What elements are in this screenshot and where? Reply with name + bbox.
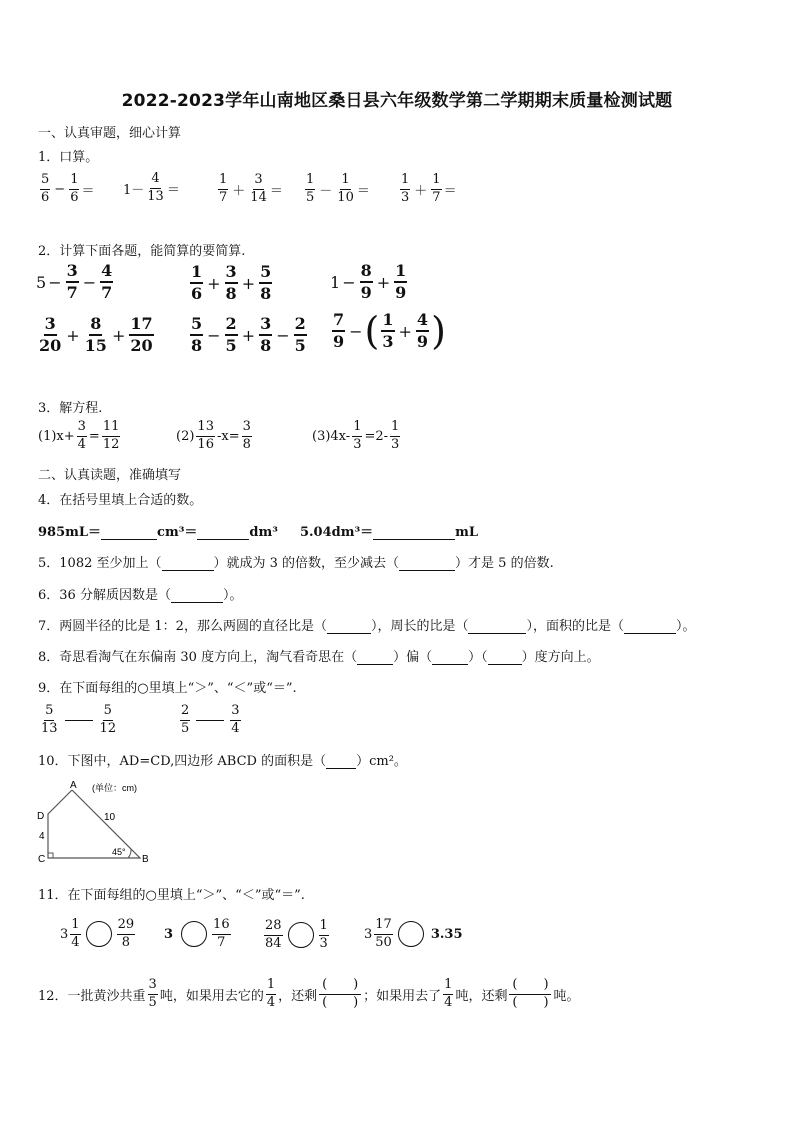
side-ab-label: 10: [104, 812, 116, 823]
q9-compare-blank-1[interactable]: [65, 720, 93, 721]
q11-pair-3: $\frac{28}{84}$ $\frac{1}{3}$: [265, 918, 328, 951]
q11-pair-1: 3 $\frac{1}{4}$ $\frac{29}{8}$: [60, 917, 135, 950]
unit-label: (单位：cm): [92, 783, 137, 793]
q7-line: 7．两圆半径的比是 1：2，那么两圆的直径比是（ ），周长的比是（ ），面积的比是（ ）。: [38, 619, 696, 634]
compare-circle-3[interactable]: [288, 922, 314, 948]
q8-blank-3[interactable]: [488, 664, 522, 665]
compare-circle-4[interactable]: [398, 921, 424, 947]
q5-blank-2[interactable]: [399, 570, 455, 571]
q2-label: 2．计算下面各题，能简算的要简算.: [38, 244, 246, 259]
q9-compare-blank-2[interactable]: [196, 720, 224, 721]
vertex-d-label: D: [37, 811, 45, 822]
q3-label: 3．解方程.: [38, 401, 103, 416]
q4-label: 4．在括号里填上合适的数。: [38, 493, 203, 508]
q8-blank-2[interactable]: [432, 664, 468, 665]
q7-blank-2[interactable]: [468, 633, 526, 634]
section-1-heading: 一、认真审题，细心计算: [38, 126, 182, 141]
angle-label: 45°: [112, 847, 126, 857]
q2-expr-1: 5 − $\frac{3}{7}$ − $\frac{4}{7}$: [36, 261, 113, 303]
q4-blank-2[interactable]: [197, 539, 249, 540]
q5-blank-1[interactable]: [162, 570, 214, 571]
q4-line: 985mL＝ cm³＝ dm³ 5.04dm³＝ mL: [38, 525, 479, 540]
q12-blank-fraction-2[interactable]: $\frac{( )}{( )}$: [509, 978, 551, 1011]
q3-equation-1: (1)x+ $\frac{3}{4}$ = $\frac{11}{12}$: [38, 419, 120, 452]
q4-blank-1[interactable]: [101, 539, 157, 540]
q1-item-4: $\frac{1}{5}$ － $\frac{1}{10}$ ＝: [306, 172, 370, 205]
q8-line: 8．奇思看淘气在东偏南 30 度方向上，淘气看奇思在（ ）偏（ ）（ ）度方向上。: [38, 650, 600, 665]
q6-line: 6．36 分解质因数是（ ）。: [38, 588, 243, 603]
q6-blank[interactable]: [171, 602, 223, 603]
side-ad-label: 4: [39, 831, 45, 842]
angle-arc: [128, 849, 131, 858]
q8-blank-1[interactable]: [357, 664, 393, 665]
q2-expr-6: $\frac{7}{9}$ − ( $\frac{1}{3}$ + $\frac{4}{9}$ ): [333, 309, 446, 354]
q9-pair-1: $\frac{5}{13}$ $\frac{5}{12}$: [41, 703, 117, 736]
q1-label: 1．口算。: [38, 150, 99, 165]
section-2-heading: 二、认真读题，准确填写: [38, 468, 182, 483]
q1-item-1: $\frac{5}{6}$ − $\frac{1}{6}$ ＝: [41, 172, 95, 205]
q11-label: 11．在下面每组的○里填上“＞”、“＜”或“＝”.: [38, 888, 305, 903]
q4-blank-3[interactable]: [373, 539, 455, 540]
q1-item-5: $\frac{1}{3}$ ＋ $\frac{1}{7}$ ＝: [401, 172, 457, 205]
q11-pair-2: 3 $\frac{16}{7}$: [164, 917, 230, 950]
compare-circle-2[interactable]: [181, 921, 207, 947]
q9-label: 9．在下面每组的○里填上“＞”、“＜”或“＝”.: [38, 681, 297, 696]
q2-expr-4: $\frac{3}{20}$ + $\frac{8}{15}$ + $\frac{17}{20}$: [39, 314, 153, 356]
q1-item-3: $\frac{1}{7}$ ＋ $\frac{3}{14}$ ＝: [219, 172, 283, 205]
q2-expr-2: $\frac{1}{6}$ + $\frac{3}{8}$ + $\frac{5}{8}$: [191, 262, 272, 304]
q7-blank-3[interactable]: [624, 633, 676, 634]
q11-pair-4: 3 $\frac{17}{50}$ 3.35: [364, 917, 463, 950]
q10-blank[interactable]: [326, 768, 356, 769]
q12-blank-fraction-1[interactable]: $\frac{( )}{( )}$: [319, 978, 361, 1011]
q3-equation-2: (2) $\frac{13}{16}$ -x= $\frac{3}{8}$: [176, 419, 251, 452]
q12-line: 12．一批黄沙共重 $\frac{3}{5}$ 吨，如果用去它的 $\frac{1}{4}$ ，还剩 $\frac{( )}{( )}$ ；如果用去了 $\frac{1}{4}$ 吨，还剩 $\frac{( )}{( )}$ 吨。: [38, 977, 580, 1010]
vertex-b-label: B: [142, 854, 149, 865]
q1-item-2: 1－ $\frac{4}{13}$ ＝: [123, 171, 180, 204]
page-title: 2022-2023学年山南地区桑日县六年级数学第二学期期末质量检测试题: [121, 91, 673, 111]
compare-circle-1[interactable]: [86, 921, 112, 947]
q9-pair-2: $\frac{2}{5}$ $\frac{3}{4}$: [181, 703, 240, 736]
q5-line: 5．1082 至少加上（ ）就成为 3 的倍数，至少减去（ ）才是 5 的倍数.: [38, 556, 554, 571]
vertex-a-label: A: [70, 780, 77, 791]
right-angle-mark: [48, 853, 53, 858]
trapezoid-outline: [48, 790, 140, 858]
q3-equation-3: (3)4x- $\frac{1}{3}$ =2- $\frac{1}{3}$: [312, 419, 400, 452]
q7-blank-1[interactable]: [327, 633, 371, 634]
q2-expr-5: $\frac{5}{8}$ − $\frac{2}{5}$ + $\frac{3}{8}$ − $\frac{2}{5}$: [191, 314, 306, 356]
vertex-c-label: C: [38, 854, 46, 865]
q2-expr-3: 1 − $\frac{8}{9}$ + $\frac{1}{9}$: [330, 261, 407, 303]
q10-line: 10．下图中，AD=CD,四边形 ABCD 的面积是（ ）cm²。: [38, 754, 407, 769]
trapezoid-figure: [34, 778, 164, 866]
